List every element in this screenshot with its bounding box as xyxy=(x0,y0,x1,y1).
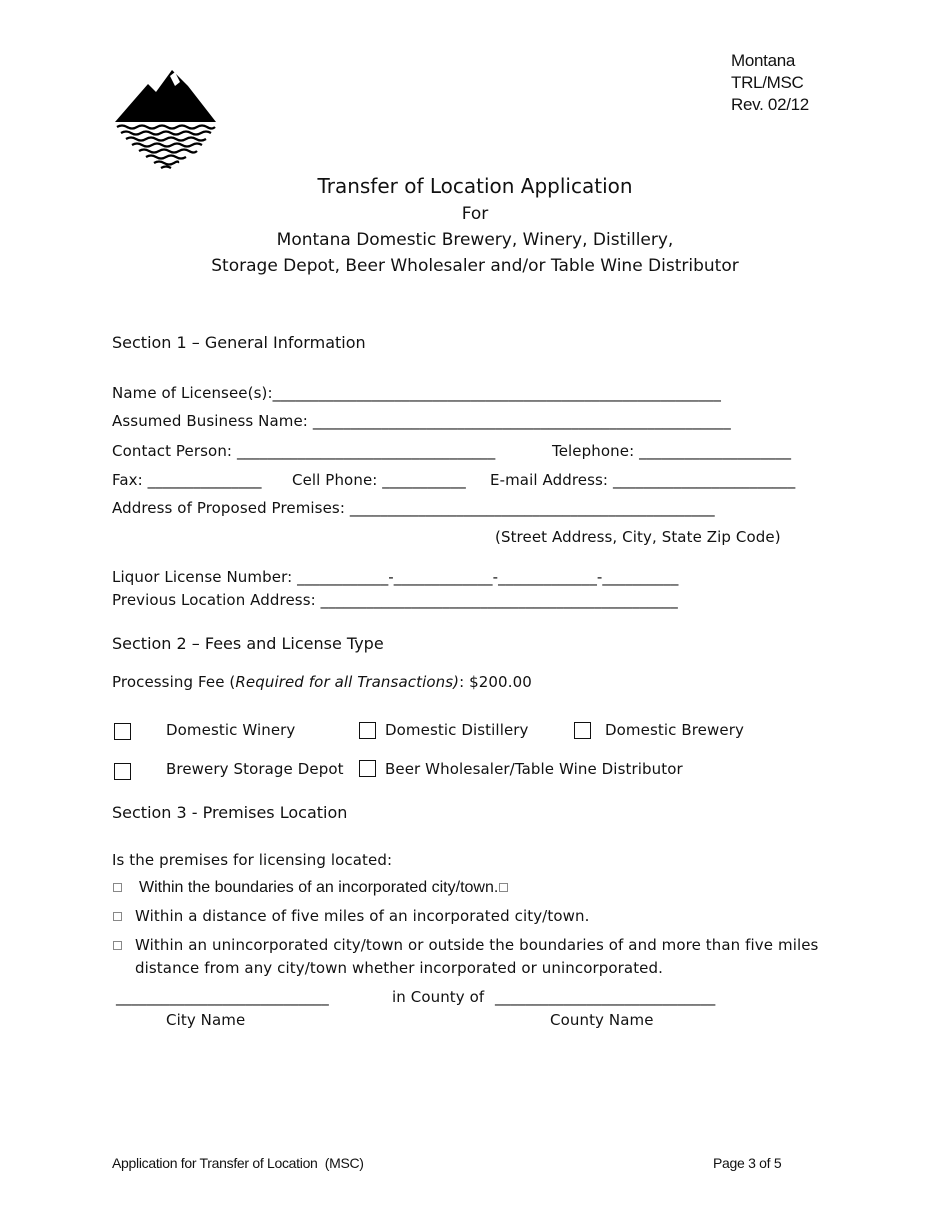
opt2-label: Within a distance of five miles of an incorporated city/town. xyxy=(135,907,590,925)
in-county-of: in County of xyxy=(392,988,485,1006)
opt1-checkbox[interactable] xyxy=(113,883,122,892)
fee-required-note: Required for all Transactions) xyxy=(235,673,460,691)
storage-depot-checkbox[interactable] xyxy=(114,763,131,780)
processing-fee xyxy=(112,673,532,691)
city-name-label: City Name xyxy=(166,1011,246,1029)
premises-question: Is the premises for licensing located: xyxy=(112,851,393,869)
fee-amount: : $200.00 xyxy=(459,673,532,691)
opt3-label-line2: distance from any city/town whether incorporated or unincorporated. xyxy=(135,959,664,977)
mountain-lake-logo xyxy=(112,66,220,172)
previous-address-field[interactable]: Previous Location Address: _______________________________________________ xyxy=(112,591,678,609)
wholesaler-label: Beer Wholesaler/Table Wine Distributor xyxy=(385,760,683,778)
page-title: Transfer of Location Application xyxy=(317,174,633,198)
header-state: Montana xyxy=(731,51,796,70)
county-name-label: County Name xyxy=(550,1011,654,1029)
opt1-text: Within the boundaries of an incorporated city/town. xyxy=(139,879,499,896)
fax-field[interactable]: Fax: _______________ xyxy=(112,471,262,489)
license-number-field[interactable]: Liquor License Number: ____________-_____________-_____________-__________ xyxy=(112,568,679,586)
section-3-heading: Section 3 - Premises Location xyxy=(112,803,348,822)
winery-checkbox[interactable] xyxy=(114,723,131,740)
contact-person-field[interactable]: Contact Person: __________________________________ xyxy=(112,442,496,460)
licensee-name-field[interactable]: Name of Licensee(s):___________________________________________________________ xyxy=(112,384,721,402)
email-field[interactable]: E-mail Address: ________________________ xyxy=(490,471,796,489)
footer-page-number: Page 3 of 5 xyxy=(713,1155,782,1171)
header-revision: Rev. 02/12 xyxy=(731,95,809,114)
city-name-field[interactable]: ____________________________ xyxy=(116,988,329,1006)
brewery-label: Domestic Brewery xyxy=(605,721,744,739)
telephone-field[interactable]: Telephone: ____________________ xyxy=(552,442,792,460)
title-for: For xyxy=(461,204,489,224)
title-line-3: Montana Domestic Brewery, Winery, Distillery, xyxy=(276,230,674,250)
opt2-checkbox[interactable] xyxy=(113,912,122,921)
cell-phone-field[interactable]: Cell Phone: ___________ xyxy=(292,471,466,489)
county-name-field[interactable]: _____________________________ xyxy=(495,988,716,1006)
section-1-heading: Section 1 – General Information xyxy=(112,333,366,352)
business-name-field[interactable]: Assumed Business Name: _______________________________________________________ xyxy=(112,412,731,430)
wholesaler-checkbox[interactable] xyxy=(359,760,376,777)
opt1-label xyxy=(139,879,508,897)
section-2-heading: Section 2 – Fees and License Type xyxy=(112,634,384,653)
footer-form-title: Application for Transfer of Location (MSC) xyxy=(112,1155,364,1171)
distillery-checkbox[interactable] xyxy=(359,722,376,739)
header-form-code: TRL/MSC xyxy=(731,73,804,92)
opt3-label-line1: Within an unincorporated city/town or outside the boundaries of and more than five miles xyxy=(135,936,819,954)
fee-prefix: Processing Fee ( xyxy=(112,673,236,691)
opt1-trailing-box xyxy=(499,883,508,892)
brewery-checkbox[interactable] xyxy=(574,722,591,739)
storage-depot-label: Brewery Storage Depot xyxy=(166,760,344,778)
winery-label: Domestic Winery xyxy=(166,721,296,739)
opt3-checkbox[interactable] xyxy=(113,941,122,950)
distillery-label: Domestic Distillery xyxy=(385,721,529,739)
address-hint: (Street Address, City, State Zip Code) xyxy=(495,528,781,546)
premises-address-field[interactable]: Address of Proposed Premises: ________________________________________________ xyxy=(112,499,715,517)
title-line-4: Storage Depot, Beer Wholesaler and/or Table Wine Distributor xyxy=(211,256,739,276)
